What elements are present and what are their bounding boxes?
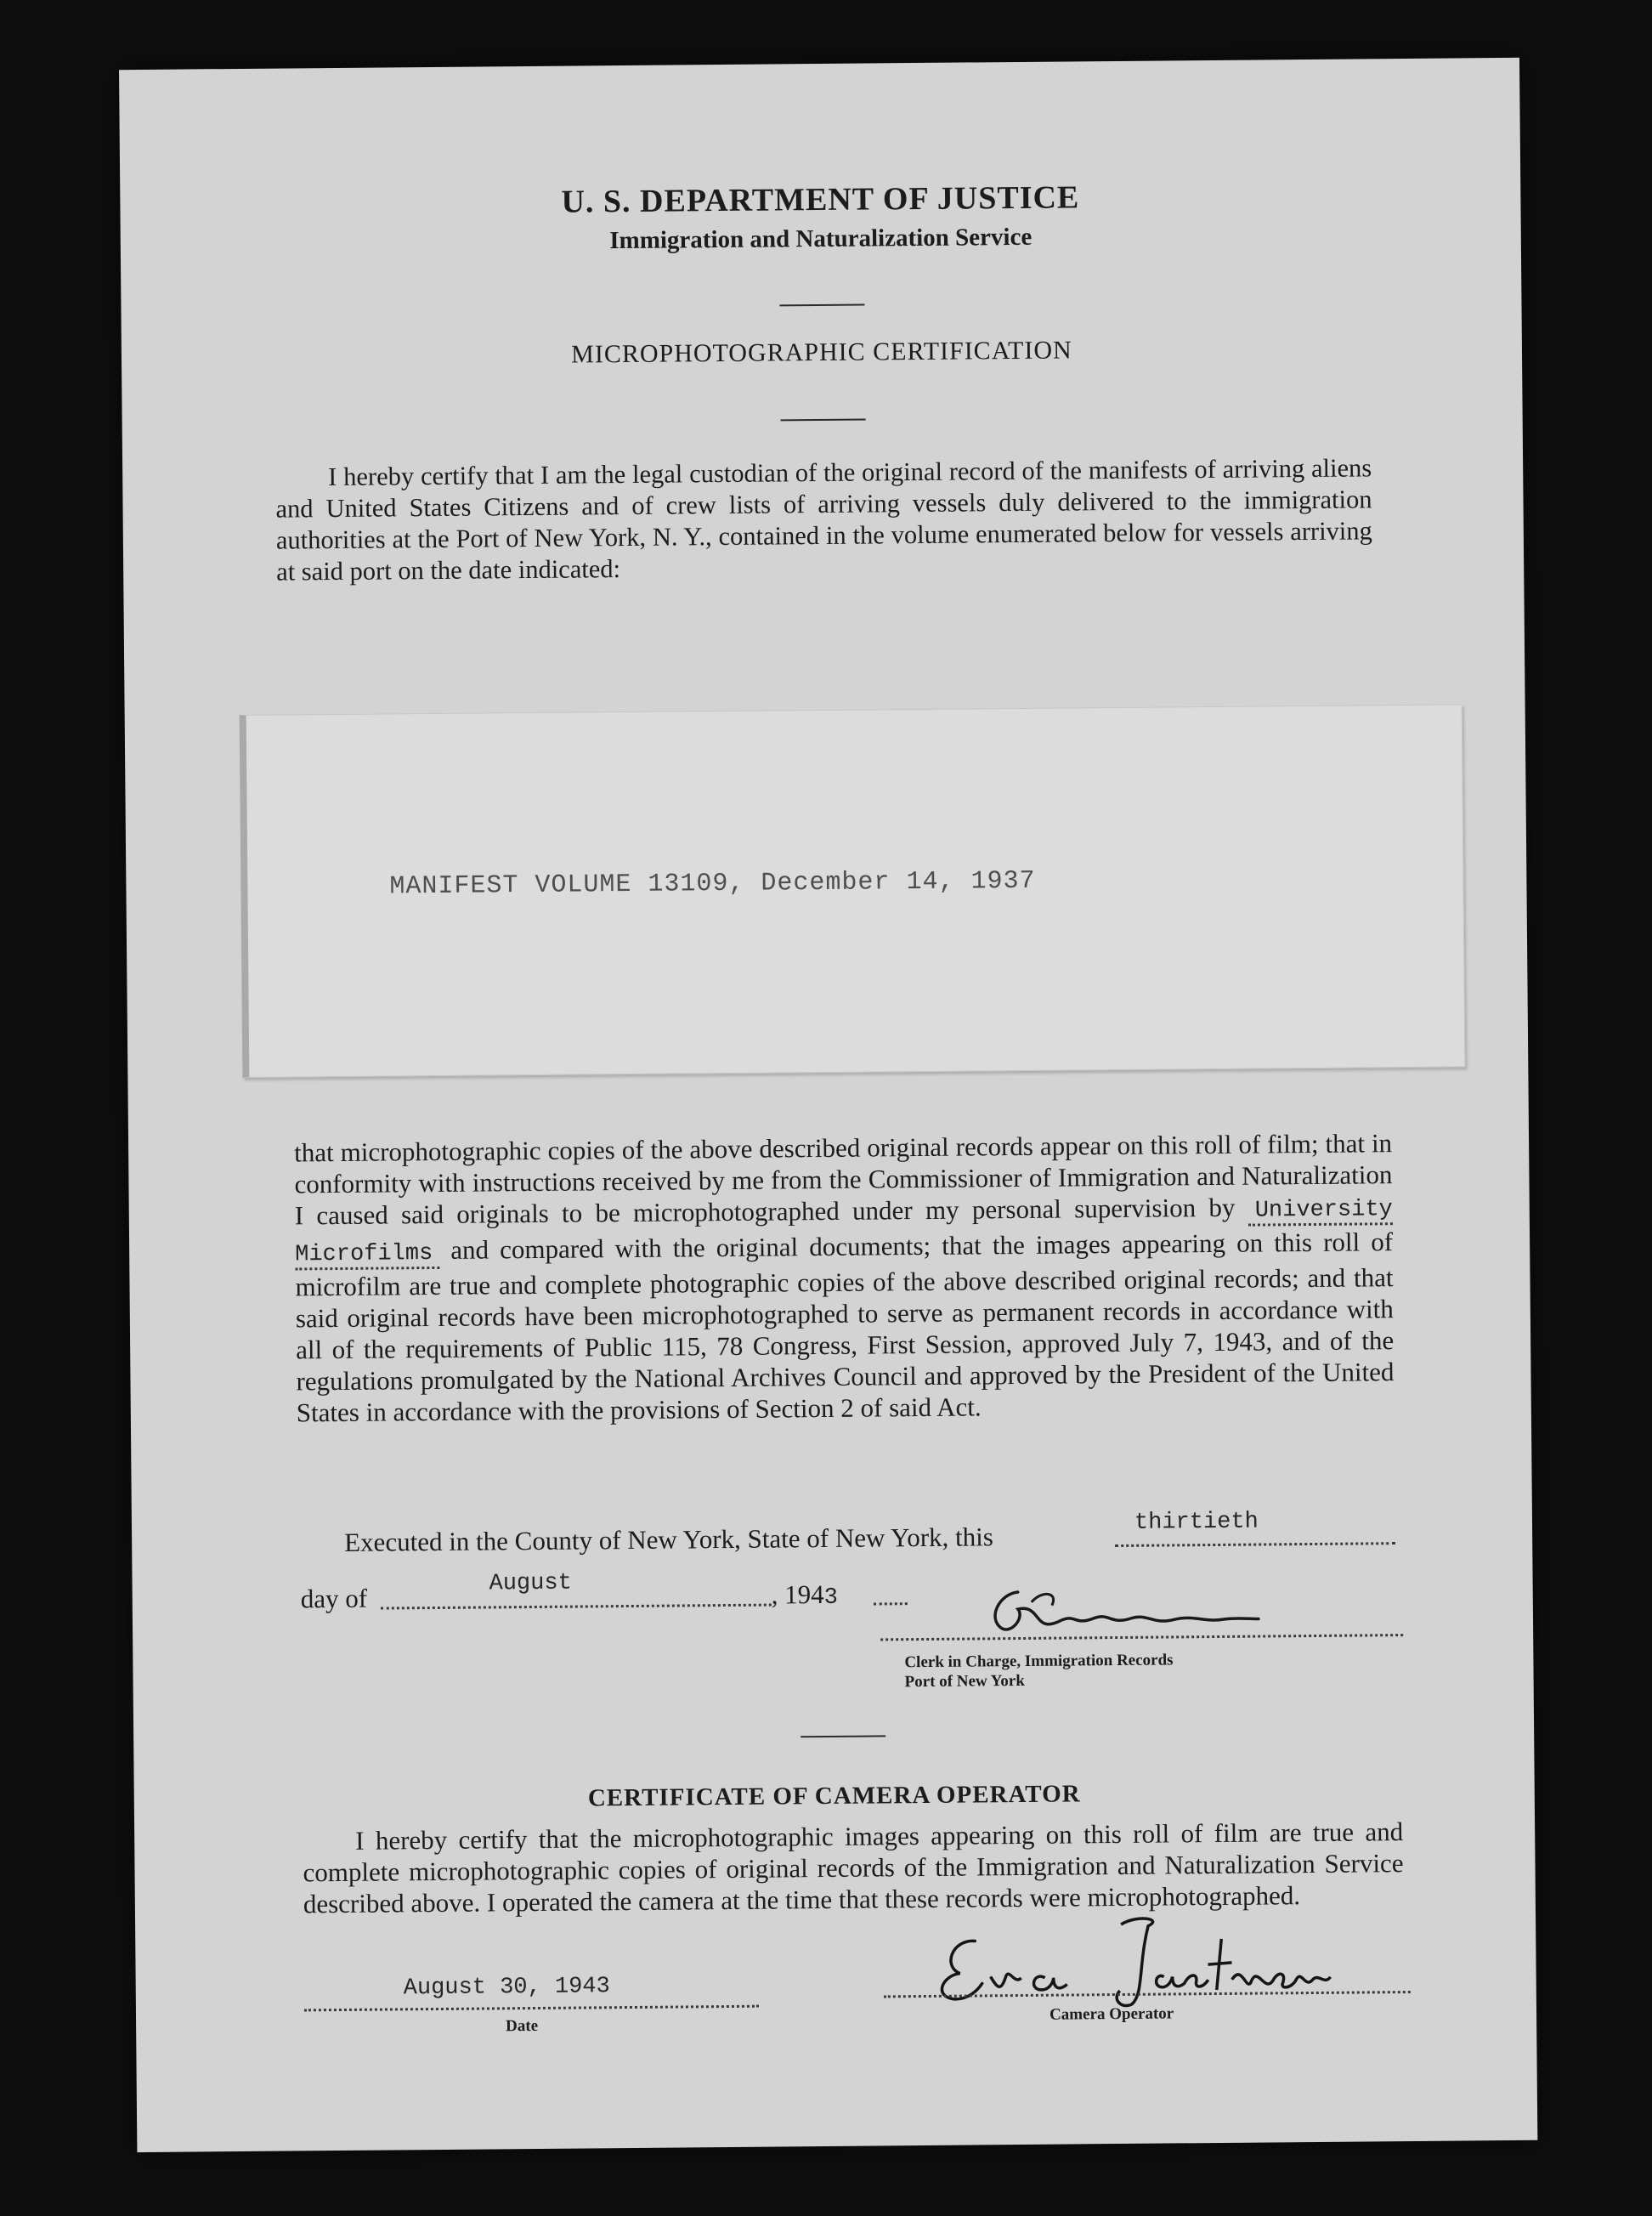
camera-operator-label: Camera Operator <box>1049 2004 1174 2024</box>
year-prefix: , 194 <box>771 1579 824 1610</box>
certificate-page <box>119 58 1537 2152</box>
department-title: U. S. DEPARTMENT OF JUSTICE <box>561 179 1080 220</box>
clerk-title <box>904 1650 1173 1692</box>
executed-text: Executed in the County of New York, State of New York, this <box>344 1522 994 1557</box>
custodian-statement <box>275 452 1372 587</box>
clerk-title-line2: Port of New York <box>904 1671 1025 1692</box>
body-text-after: and compared with the original documents; that the images appearing on this roll of microfilm are true and complete photographic copies of the above described original records; and that said original records have been microphotographed to serve as permanent records in accordance with all of the requirements of Public 115, 78 Congress, First Session, approved July 7, 1943, and of the regulations promulgated by the National Archives Council and approved by the President of the United States in accordance with the provisions of Section 2 of said Act. <box>295 1227 1395 1428</box>
body-text-before: that microphotographic copies of the above described original records appear on this roll of film; that in conformity with instructions received by me from the Commissioner of Immigration and Naturalization I caused said originals to be microphotographed under my personal supervision by <box>294 1128 1393 1231</box>
operator-certificate-title: CERTIFICATE OF CAMERA OPERATOR <box>587 1780 1081 1812</box>
year-blank <box>874 1602 908 1605</box>
custodian-text: I hereby certify that I am the legal custodian of the original record of the manifests of arriving aliens and United States Citizens and of crew lists of arriving vessels duly delivered to the immigration authorities at the Port of New York, N. Y., contained in the volume enumerated below for vessels arriving at said port on the date indicated: <box>275 453 1372 587</box>
year-line <box>772 1579 839 1612</box>
certification-title: MICROPHOTOGRAPHIC CERTIFICATION <box>571 336 1072 369</box>
month-blank <box>381 1604 772 1610</box>
supervisor-name: University Microfilms <box>295 1197 1393 1270</box>
day-blank <box>1115 1542 1395 1547</box>
operator-date-value: August 30, 1943 <box>403 1974 610 2002</box>
day-value: thirtieth <box>1134 1509 1259 1536</box>
divider-rule <box>801 1735 885 1737</box>
certification-body-text <box>294 1127 1395 1428</box>
certification-body <box>294 1127 1395 1428</box>
clerk-signature-icon <box>982 1582 1264 1644</box>
operator-text: I hereby certify that the microphotographic images appearing on this roll of film are true and complete microphotographic copies of original records of the Immigration and Naturalization Service described above. I operated the camera at the time that these records were microphotographed. <box>303 1816 1404 1919</box>
operator-date-line <box>304 2005 759 2012</box>
divider-rule <box>779 304 864 307</box>
month-value: August <box>489 1570 572 1597</box>
service-subtitle: Immigration and Naturalization Service <box>609 223 1032 255</box>
day-of-label: day of <box>300 1583 368 1614</box>
clerk-signature <box>982 1582 1264 1644</box>
date-label: Date <box>506 2016 539 2036</box>
executed-line <box>344 1522 993 1558</box>
clerk-title-line1: Clerk in Charge, Immigration Records <box>904 1651 1174 1672</box>
year-digit: 3 <box>823 1584 839 1612</box>
manifest-volume-text: MANIFEST VOLUME 13109, December 14, 1937 <box>389 866 1036 902</box>
divider-rule <box>781 419 866 422</box>
